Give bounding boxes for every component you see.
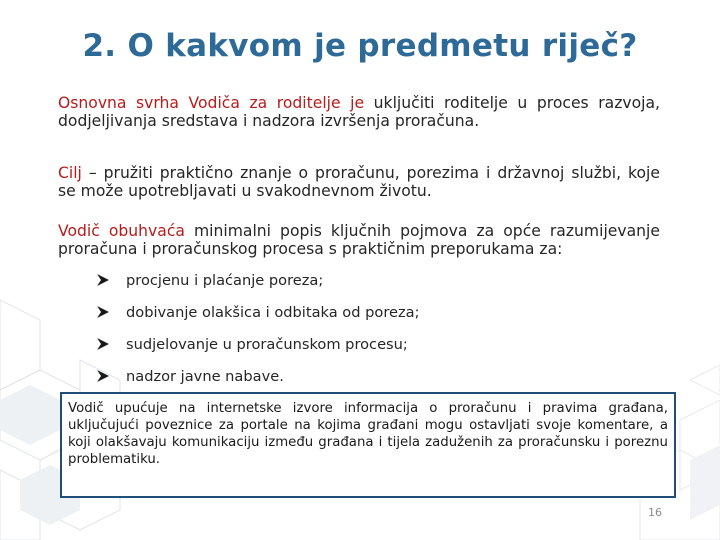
page-number: 16 [648,506,662,519]
list-item [96,296,420,328]
scope-text: minimalni popis ključnih pojmova za opće razumijevanje proračuna i proračunskog procesa s praktičnim preporukama za: [58,222,660,258]
arrowhead-bullet-icon [96,369,126,383]
list-item-text: dobivanje olakšica i odbitaka od poreza; [126,303,420,321]
slide-title: 2. O kakvom je predmetu riječ? [82,28,638,64]
info-box-text: Vodič upućuje na internetske izvore informacija o proračunu i pravima građana, uključujući poveznice za portale na kojima građani mogu ostavljati svoje komentare, a koji olakšavaju komunikaciju između građana i tijela zaduženih za proračunsku i poreznu problematiku. [68,401,668,467]
arrowhead-bullet-icon [96,273,126,287]
list-item [96,328,420,360]
purpose-text: uključiti roditelje u proces razvoja, dodjeljivanja sredstava i nadzora izvršenja proračuna. [58,94,660,130]
list-item-text: nadzor javne nabave. [126,367,284,385]
list-item-text: procjenu i plaćanje poreza; [126,271,324,289]
goal-paragraph [58,164,660,200]
list-item-text: sudjelovanje u proračunskom procesu; [126,335,408,353]
list-item [96,360,420,392]
purpose-lead: Osnovna svrha Vodiča za roditelje je [58,94,365,112]
list-item [96,264,420,296]
arrowhead-bullet-icon [96,337,126,351]
info-box [60,392,676,498]
scope-paragraph [58,222,660,258]
goal-lead: Cilj [58,164,82,182]
arrowhead-bullet-icon [96,305,126,319]
goal-text: – pružiti praktično znanje o proračunu, porezima i državnoj službi, koje se može upotrebljavati u svakodnevnom životu. [58,164,660,200]
purpose-paragraph [58,94,660,130]
recommendation-list [96,264,420,392]
scope-lead: Vodič obuhvaća [58,222,185,240]
